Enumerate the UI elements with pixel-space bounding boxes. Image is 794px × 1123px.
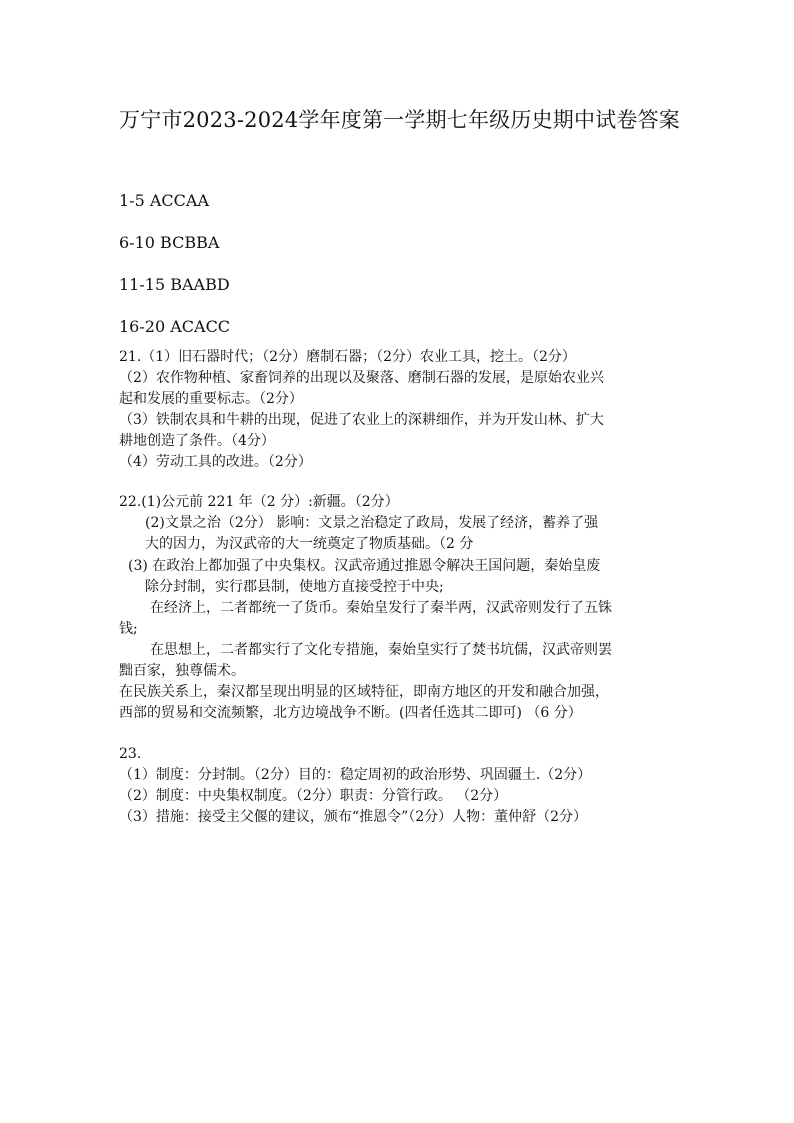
mc-answer-line: 16-20 ACACC (119, 317, 231, 336)
q21-line: （2）农作物种植、家畜饲养的出现以及聚落、磨制石器的发展，是原始农业兴 (119, 370, 604, 386)
q23-line: （1）制度：分封制。（2分）目的：稳定周初的政治形势、巩固疆土.（2分） (119, 767, 592, 783)
q21-line: 21.（1）旧石器时代；（2分）磨制石器；（2分）农业工具，挖土。（2分） (119, 349, 576, 365)
q23-line: 23. (119, 746, 142, 762)
q22-line: 22.(1)公元前 221 年（2 分）:新疆。（2分） (119, 494, 399, 510)
q22-line: 在思想上，二者都实行了文化专措施，秦始皇实行了焚书坑儒，汉武帝则罢 (150, 642, 612, 658)
mc-answer-line: 6-10 BCBBA (119, 233, 220, 252)
q23-line: （2）制度：中央集权制度。（2分）职责：分管行政。 （2分） (119, 788, 508, 804)
q22-line: 西部的贸易和交流频繁，北方边境战争不断。(四者任选其二即可) （6 分） (119, 705, 582, 721)
q21-line: （4）劳动工具的改进。（2分） (119, 454, 312, 470)
mc-answer-line: 1-5 ACCAA (119, 191, 209, 210)
mc-answer-line: 11-15 BAABD (119, 275, 230, 294)
q22-line: (3) 在政治上都加强了中央集权。汉武帝通过推恩令解决王国问题，秦始皇废 (128, 558, 601, 574)
q22-line: 钱; (119, 621, 138, 637)
q21-line: （3）铁制农具和牛耕的出现，促进了农业上的深耕细作，并为开发山林、扩大 (119, 412, 604, 428)
q22-line: 除分封制，实行郡县制，使地方直接受控于中央; (145, 579, 444, 595)
q22-line: 在经济上，二者都统一了货币。秦始皇发行了秦半两，汉武帝则发行了五铢 (150, 600, 612, 616)
q21-line: 耕地创造了条件。（4分） (119, 433, 275, 449)
q22-line: 黜百家，独尊儒术。 (119, 663, 245, 679)
q22-line: 大的因力，为汉武帝的大一统奠定了物质基础。（2 分 (145, 536, 474, 552)
document-title: 万宁市2023-2024学年度第一学期七年级历史期中试卷答案 (119, 108, 680, 132)
q21-line: 起和发展的重要标志。（2分） (119, 391, 303, 407)
q22-line: 在民族关系上，秦汉都呈现出明显的区域特征，即南方地区的开发和融合加强， (119, 684, 609, 700)
q22-line: (2)文景之治（2分） 影响：文景之治稳定了政局，发展了经济，蓄养了强 (145, 515, 599, 531)
q23-line: （3）措施：接受主父偃的建议，颁布“推恩令”（2分）人物：董仲舒（2分） (119, 809, 588, 825)
